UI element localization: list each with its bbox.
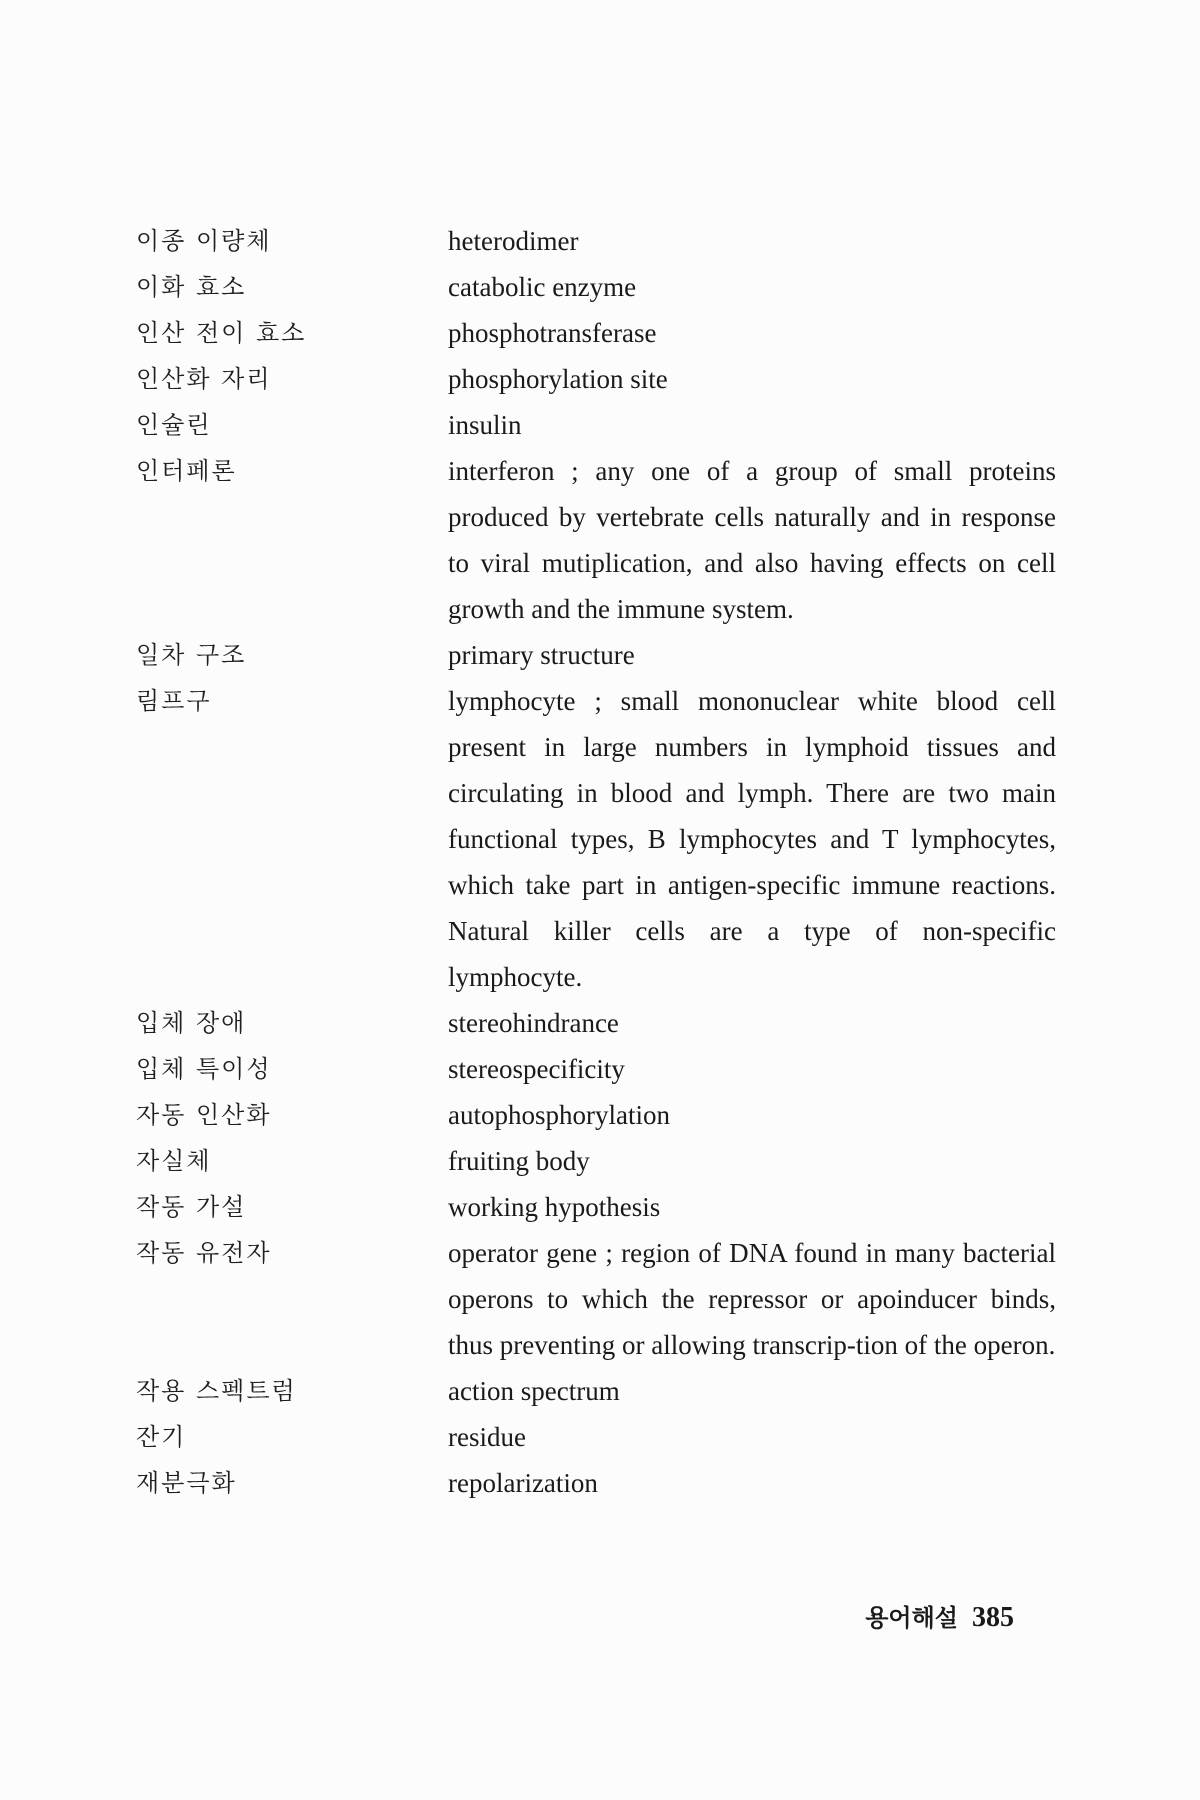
glossary-entry (136, 1184, 1056, 1230)
glossary-entry (136, 1414, 1056, 1460)
english-definition: stereospecificity (448, 1054, 625, 1084)
english-definition: phosphorylation site (448, 364, 668, 394)
english-definition: autophosphorylation (448, 1100, 670, 1130)
glossary-entry (136, 356, 1056, 402)
glossary-entry (136, 678, 1056, 1000)
korean-term: 이종 이량체 (136, 227, 272, 255)
glossary-entry (136, 1046, 1056, 1092)
korean-term: 이화 효소 (136, 273, 247, 301)
english-definition: working hypothesis (448, 1192, 661, 1222)
glossary-entry (136, 632, 1056, 678)
english-definition: action spectrum (448, 1376, 620, 1406)
glossary-list (136, 218, 1056, 1506)
english-definition: insulin (448, 410, 522, 440)
korean-term: 인산 전이 효소 (136, 319, 307, 347)
korean-term: 자동 인산화 (136, 1101, 272, 1129)
english-definition: operator gene ; region of DNA found in many bacterial operons to which the repressor or apoinducer binds, thus preventing or allowing transcrip-tion of the operon. (448, 1238, 1056, 1360)
glossary-entry (136, 402, 1056, 448)
glossary-entry (136, 1460, 1056, 1506)
korean-term: 인슐린 (136, 411, 212, 439)
glossary-entry (136, 448, 1056, 632)
glossary-entry (136, 1138, 1056, 1184)
korean-term: 인터페론 (136, 457, 237, 485)
glossary-entry (136, 1000, 1056, 1046)
english-definition: heterodimer (448, 226, 579, 256)
english-definition: stereohindrance (448, 1008, 619, 1038)
korean-term: 일차 구조 (136, 641, 247, 669)
page-footer (865, 1598, 1014, 1634)
korean-term: 잔기 (136, 1423, 187, 1451)
english-definition: catabolic enzyme (448, 272, 637, 302)
english-definition: interferon ; any one of a group of small proteins produced by vertebrate cells naturally and in response to viral mutiplication, and also having effects on cell growth and the immune system. (448, 456, 1056, 624)
korean-term: 인산화 자리 (136, 365, 272, 393)
english-definition: lymphocyte ; small mononuclear white blood cell present in large numbers in lymphoid tissues and circulating in blood and lymph. There are two main functional types, B lymphocytes and T lymphocytes, which take part in antigen-specific immune reactions. Natural killer cells are a type of non-specific lymphocyte. (448, 686, 1056, 992)
korean-term: 자실체 (136, 1147, 212, 1175)
english-definition: phosphotransferase (448, 318, 657, 348)
korean-term: 입체 장애 (136, 1009, 247, 1037)
english-definition: residue (448, 1422, 526, 1452)
glossary-entry (136, 1092, 1056, 1138)
korean-term: 림프구 (136, 687, 212, 715)
korean-term: 작동 유전자 (136, 1239, 272, 1267)
english-definition: fruiting body (448, 1146, 590, 1176)
glossary-entry (136, 1230, 1056, 1368)
english-definition: primary structure (448, 640, 635, 670)
korean-term: 재분극화 (136, 1469, 237, 1497)
section-title: 용어해설 (865, 1604, 958, 1632)
korean-term: 작동 가설 (136, 1193, 247, 1221)
page-number: 385 (972, 1602, 1014, 1633)
glossary-entry (136, 264, 1056, 310)
korean-term: 입체 특이성 (136, 1055, 272, 1083)
glossary-entry (136, 218, 1056, 264)
glossary-entry (136, 1368, 1056, 1414)
glossary-entry (136, 310, 1056, 356)
english-definition: repolarization (448, 1468, 598, 1498)
korean-term: 작용 스펙트럼 (136, 1377, 297, 1405)
